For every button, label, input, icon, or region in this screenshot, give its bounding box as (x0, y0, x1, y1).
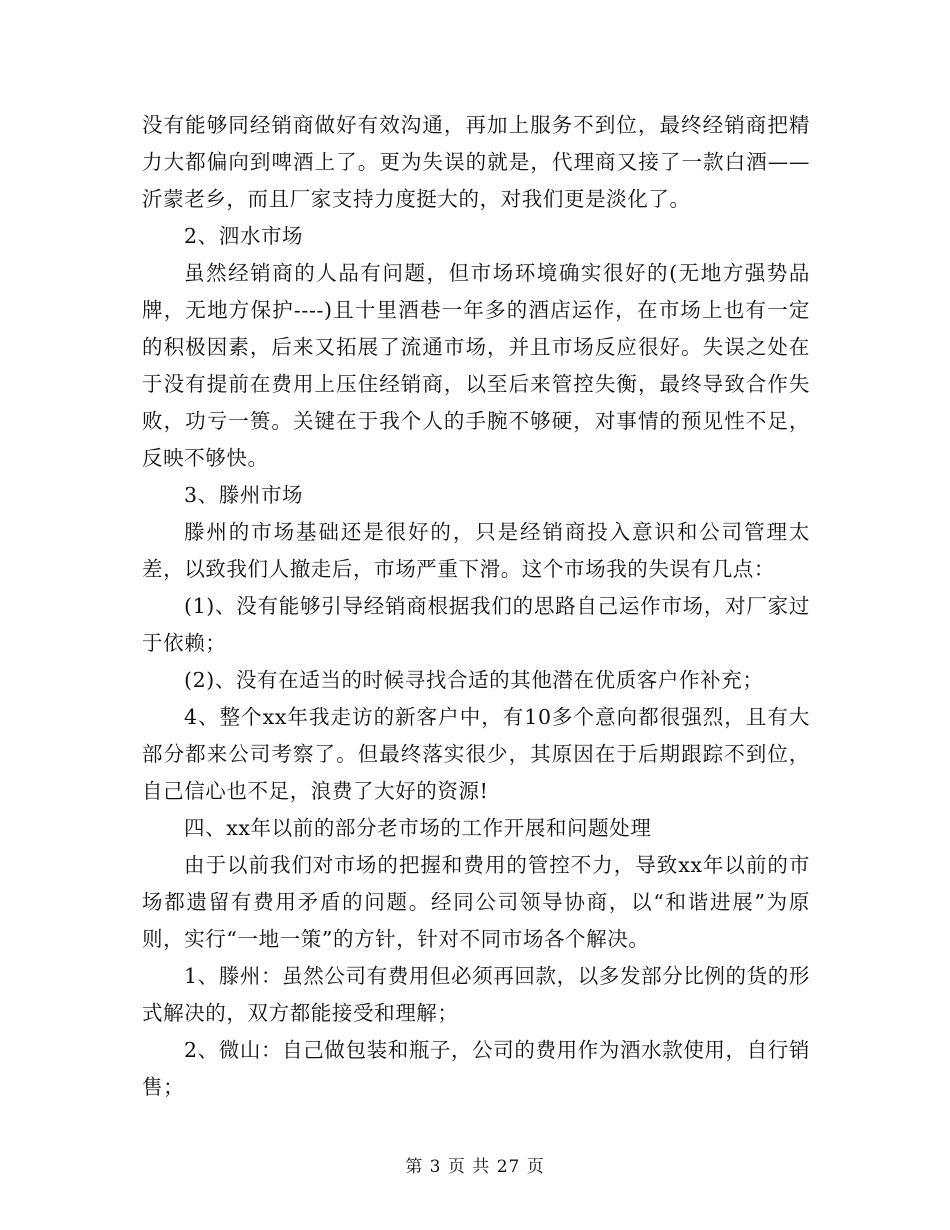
list-item: (2)、没有在适当的时候寻找合适的其他潜在优质客户作补充； (184, 668, 764, 692)
footer-suffix: 页 (526, 1157, 545, 1177)
paragraph: 滕州的市场基础还是很好的，只是经销商投入意识和公司管理太差，以致我们人撤走后，市场严重下滑。这个市场我的失误有几点： (142, 520, 810, 581)
section-heading: 四、xx年以前的部分老市场的工作开展和问题处理 (184, 816, 652, 840)
list-item: 1、滕州：虽然公司有费用但必须再回款，以多发部分比例的货的形式解决的，双方都能接受和理解； (142, 964, 810, 1025)
paragraph: 没有能够同经销商做好有效沟通，再加上服务不到位，最终经销商把精力大都偏向到啤酒上了。更为失误的就是，代理商又接了一款白酒——沂蒙老乡，而且厂家支持力度挺大的，对我们更是淡化了。 (142, 113, 810, 211)
paragraph: 由于以前我们对市场的把握和费用的管控不力，导致xx年以前的市场都遗留有费用矛盾的问题。经同公司领导协商，以“和谐进展”为原则，实行“一地一策”的方针，针对不同市场各个解决。 (142, 853, 810, 951)
section-heading: 2、泗水市场 (184, 224, 304, 248)
page-footer (0, 1152, 950, 1177)
list-item: 2、微山：自己做包装和瓶子，公司的费用作为酒水款使用，自行销售； (142, 1038, 810, 1099)
document-body (142, 107, 810, 1106)
paragraph: 4、整个xx年我走访的新客户中，有10多个意向都很强烈，且有大部分都来公司考察了。但最终落实很少，其原因在于后期跟踪不到位，自己信心也不足，浪费了大好的资源! (142, 705, 810, 803)
section-heading: 3、滕州市场 (184, 483, 304, 507)
footer-prefix: 第 (405, 1157, 424, 1177)
list-item: (1)、没有能够引导经销商根据我们的思路自己运作市场，对厂家过于依赖； (142, 594, 810, 655)
total-page-count: 27 (496, 1157, 521, 1177)
footer-middle: 页 共 (447, 1157, 491, 1177)
current-page-number: 3 (429, 1157, 442, 1177)
paragraph: 虽然经销商的人品有问题，但市场环境确实很好的(无地方强势品牌，无地方保护----)且十里酒巷一年多的酒店运作，在市场上也有一定的积极因素，后来又拓展了流通市场，并且市场反应很好。失误之处在于没有提前在费用上压住经销商，以至后来管控失衡，最终导致合作失败，功亏一篑。关键在于我个人的手腕不够硬，对事情的预见性不足，反映不够快。 (142, 261, 810, 470)
